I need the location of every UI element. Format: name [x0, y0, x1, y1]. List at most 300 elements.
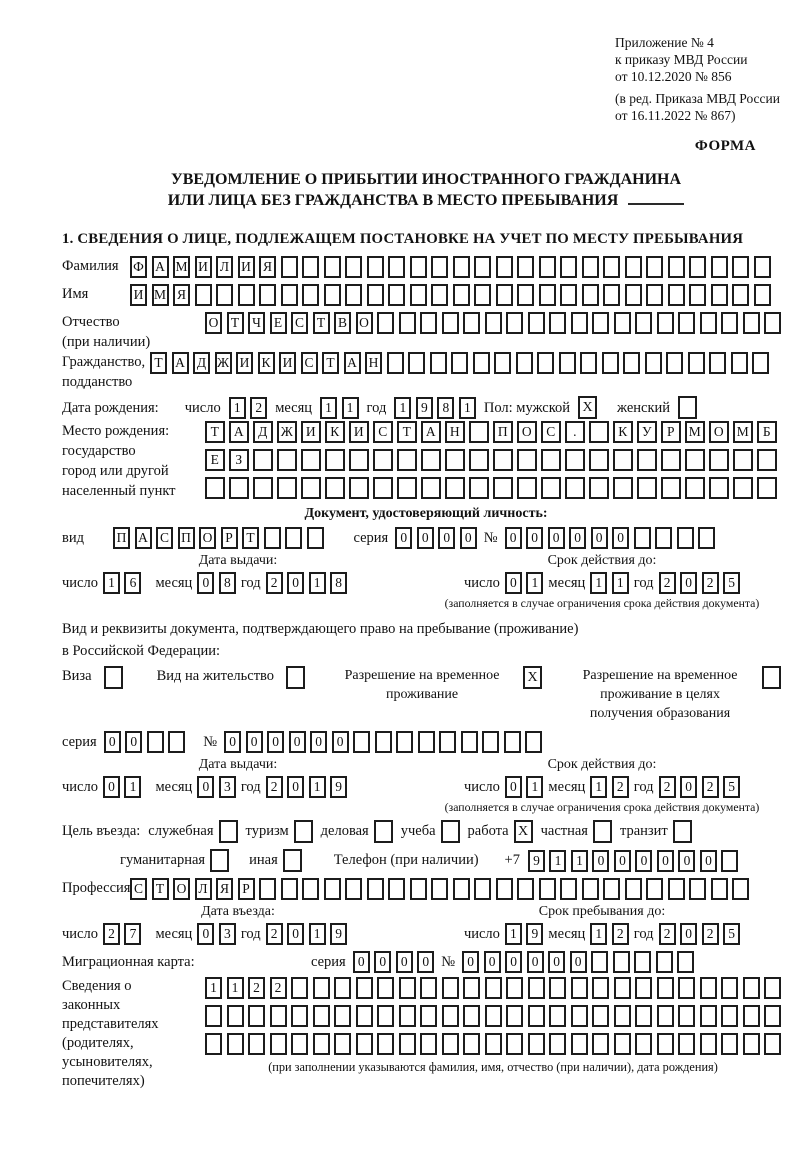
char-cell — [614, 1005, 631, 1027]
char-cell: М — [152, 284, 169, 306]
sex-male-checkbox — [578, 396, 597, 419]
char-cell: Д — [253, 421, 273, 443]
char-cell: С — [541, 421, 561, 443]
char-cell — [634, 527, 651, 549]
char-cell — [485, 977, 502, 999]
char-cell — [313, 1005, 330, 1027]
char-cell — [559, 352, 576, 374]
migration-number-cells — [462, 951, 694, 973]
char-cell — [589, 421, 609, 443]
char-cell — [732, 256, 749, 278]
char-cell: С — [373, 421, 393, 443]
purpose-official-checkbox — [219, 820, 238, 843]
profession-label: Профессия — [62, 880, 131, 896]
char-cell — [388, 256, 405, 278]
char-cell — [420, 1033, 437, 1055]
char-cell — [700, 977, 717, 999]
char-cell — [216, 284, 233, 306]
char-cell: X — [578, 396, 597, 419]
birth-place-cells-3 — [205, 477, 777, 499]
char-cell — [494, 352, 511, 374]
char-cell — [625, 256, 642, 278]
char-cell: 0 — [287, 776, 304, 798]
char-cell — [721, 1005, 738, 1027]
char-cell: 0 — [505, 527, 522, 549]
char-cell — [377, 312, 394, 334]
char-cell — [657, 1005, 674, 1027]
char-cell: 8 — [330, 572, 347, 594]
char-cell — [517, 477, 537, 499]
char-cell — [646, 284, 663, 306]
char-cell — [721, 977, 738, 999]
char-cell — [516, 352, 533, 374]
char-cell: 0 — [680, 572, 697, 594]
char-cell: Т — [205, 421, 225, 443]
char-cell: 1 — [227, 977, 244, 999]
char-cell: 0 — [395, 527, 412, 549]
char-cell — [277, 477, 297, 499]
char-cell — [602, 352, 619, 374]
char-cell: И — [279, 352, 296, 374]
char-cell — [743, 977, 760, 999]
char-cell — [668, 284, 685, 306]
char-cell: 9 — [330, 776, 347, 798]
char-cell — [291, 1005, 308, 1027]
char-cell: К — [258, 352, 275, 374]
char-cell — [689, 284, 706, 306]
stay-month-cells — [590, 923, 629, 945]
char-cell: 0 — [438, 527, 455, 549]
char-cell — [313, 977, 330, 999]
residence-valid-year-cells — [659, 776, 741, 798]
char-cell: 0 — [591, 527, 608, 549]
purpose-business-label: деловая — [320, 823, 369, 839]
char-cell — [754, 256, 771, 278]
char-cell — [334, 977, 351, 999]
char-cell — [325, 449, 345, 471]
temp-residence-label: Разрешение на временное проживание — [344, 668, 500, 702]
sex-female-checkbox — [678, 396, 697, 419]
char-cell — [637, 477, 657, 499]
appendix-line: от 16.11.2022 № 867) — [615, 108, 736, 123]
residence-valid-heading: Срок действия до: — [547, 757, 657, 772]
char-cell: И — [236, 352, 253, 374]
char-cell: 9 — [416, 397, 433, 419]
char-cell: М — [685, 421, 705, 443]
char-cell — [678, 977, 695, 999]
representatives-label-5: усыновителях, — [62, 1054, 153, 1070]
char-cell — [537, 352, 554, 374]
representatives-label-1: Сведения о — [62, 978, 132, 994]
char-cell — [711, 284, 728, 306]
year-label: год — [240, 925, 261, 942]
residence-permit-label: Вид на жительство — [156, 668, 275, 684]
char-cell — [732, 284, 749, 306]
char-cell — [227, 1005, 244, 1027]
char-cell: 1 — [612, 572, 629, 594]
char-cell: И — [130, 284, 147, 306]
temp-residence-edu-label: Разрешение на временное проживание в целях получения образования — [582, 668, 738, 721]
char-cell — [603, 284, 620, 306]
purpose-work-checkbox — [514, 820, 533, 843]
char-cell: 1 — [309, 776, 326, 798]
char-cell: Е — [270, 312, 287, 334]
char-cell — [528, 977, 545, 999]
char-cell — [496, 878, 513, 900]
char-cell — [571, 977, 588, 999]
doc-kind-cells — [113, 527, 324, 549]
char-cell — [560, 284, 577, 306]
char-cell — [397, 449, 417, 471]
char-cell: Е — [205, 449, 225, 471]
char-cell — [709, 449, 729, 471]
char-cell — [474, 256, 491, 278]
char-cell — [689, 878, 706, 900]
char-cell: 0 — [614, 850, 631, 872]
char-cell — [589, 449, 609, 471]
char-cell — [238, 284, 255, 306]
char-cell: О — [199, 527, 216, 549]
doc-issue-day-cells — [103, 572, 142, 594]
char-cell — [442, 312, 459, 334]
char-cell — [388, 284, 405, 306]
char-cell — [399, 312, 416, 334]
char-cell — [286, 666, 305, 689]
char-cell — [732, 878, 749, 900]
month-label: месяц — [548, 925, 586, 942]
char-cell: 0 — [417, 951, 434, 973]
char-cell: 0 — [460, 527, 477, 549]
char-cell — [453, 256, 470, 278]
char-cell: 2 — [659, 776, 676, 798]
birth-month-cells — [320, 397, 359, 419]
char-cell: 5 — [723, 572, 740, 594]
char-cell — [270, 1005, 287, 1027]
char-cell — [399, 1005, 416, 1027]
char-cell — [733, 477, 753, 499]
char-cell — [592, 312, 609, 334]
char-cell — [399, 977, 416, 999]
residence-number-cells — [224, 731, 542, 753]
char-cell — [678, 312, 695, 334]
char-cell — [721, 1033, 738, 1055]
identity-doc-heading: Документ, удостоверяющий личность: — [304, 506, 548, 521]
patronymic-sublabel: (при наличии) — [62, 334, 151, 350]
char-cell — [420, 1005, 437, 1027]
char-cell — [324, 256, 341, 278]
char-cell — [668, 878, 685, 900]
char-cell: А — [229, 421, 249, 443]
char-cell — [504, 731, 521, 753]
char-cell — [528, 312, 545, 334]
char-cell — [367, 256, 384, 278]
char-cell — [677, 951, 694, 973]
char-cell — [743, 1033, 760, 1055]
char-cell — [589, 477, 609, 499]
form-title-line1: УВЕДОМЛЕНИЕ О ПРИБЫТИИ ИНОСТРАННОГО ГРАЖДАНИНА — [170, 171, 682, 188]
char-cell — [301, 449, 321, 471]
doc-valid-day-cells — [505, 572, 544, 594]
series-label: серия — [62, 734, 97, 750]
char-cell: 0 — [267, 731, 284, 753]
char-cell — [210, 849, 229, 872]
name-cells — [130, 284, 771, 306]
citizenship-cells — [150, 352, 769, 374]
char-cell — [270, 1033, 287, 1055]
char-cell: Я — [173, 284, 190, 306]
char-cell: 0 — [635, 850, 652, 872]
char-cell: Л — [195, 878, 212, 900]
char-cell — [445, 449, 465, 471]
char-cell — [229, 477, 249, 499]
char-cell — [655, 527, 672, 549]
char-cell: С — [130, 878, 147, 900]
char-cell — [349, 477, 369, 499]
char-cell: 1 — [571, 850, 588, 872]
char-cell: А — [152, 256, 169, 278]
birth-place-cells-2 — [205, 449, 777, 471]
char-cell — [506, 1005, 523, 1027]
char-cell: В — [334, 312, 351, 334]
char-cell — [614, 1033, 631, 1055]
char-cell — [469, 421, 489, 443]
entry-date-heading: Дата въезда: — [201, 904, 275, 919]
char-cell — [517, 449, 537, 471]
char-cell — [302, 878, 319, 900]
char-cell — [377, 1033, 394, 1055]
char-cell — [635, 312, 652, 334]
title-underline — [628, 192, 684, 205]
char-cell — [528, 1005, 545, 1027]
char-cell: Т — [397, 421, 417, 443]
char-cell: Ж — [215, 352, 232, 374]
char-cell — [356, 1033, 373, 1055]
char-cell: 1 — [526, 776, 543, 798]
representatives-label-4: (родителях, — [62, 1035, 134, 1051]
char-cell — [493, 477, 513, 499]
char-cell — [168, 731, 185, 753]
phone-prefix: +7 — [504, 852, 520, 868]
char-cell: 0 — [197, 776, 214, 798]
char-cell — [656, 951, 673, 973]
year-label: год — [633, 925, 654, 942]
char-cell — [549, 1033, 566, 1055]
char-cell — [377, 1005, 394, 1027]
char-cell: 6 — [124, 572, 141, 594]
char-cell — [698, 527, 715, 549]
char-cell — [219, 820, 238, 843]
char-cell: П — [493, 421, 513, 443]
char-cell: 1 — [590, 572, 607, 594]
char-cell: X — [514, 820, 533, 843]
char-cell: Р — [661, 421, 681, 443]
birth-day-cells — [229, 397, 268, 419]
char-cell: 1 — [526, 572, 543, 594]
char-cell: 0 — [612, 527, 629, 549]
char-cell: 0 — [505, 572, 522, 594]
char-cell — [301, 477, 321, 499]
char-cell: 1 — [320, 397, 337, 419]
char-cell — [549, 1005, 566, 1027]
char-cell: 2 — [612, 923, 629, 945]
doc-valid-month-cells — [590, 572, 629, 594]
char-cell — [485, 1033, 502, 1055]
purpose-private-checkbox — [593, 820, 612, 843]
char-cell — [603, 256, 620, 278]
char-cell — [571, 1033, 588, 1055]
migration-card-label: Миграционная карта: — [62, 954, 195, 970]
entry-day-cells — [103, 923, 142, 945]
char-cell — [469, 449, 489, 471]
char-cell — [666, 352, 683, 374]
char-cell — [474, 284, 491, 306]
month-label: месяц — [155, 778, 193, 795]
char-cell — [541, 449, 561, 471]
char-cell: Я — [259, 256, 276, 278]
char-cell: . — [565, 421, 585, 443]
representatives-cells-1 — [205, 977, 781, 999]
char-cell: 1 — [229, 397, 246, 419]
number-label: № — [441, 954, 456, 970]
char-cell — [661, 477, 681, 499]
char-cell: А — [421, 421, 441, 443]
char-cell: 0 — [332, 731, 349, 753]
char-cell: Я — [216, 878, 233, 900]
char-cell — [637, 449, 657, 471]
representatives-label-2: законных — [62, 997, 121, 1013]
char-cell: С — [156, 527, 173, 549]
char-cell: 2 — [659, 572, 676, 594]
char-cell — [635, 1005, 652, 1027]
birth-place-sub2: город или другой — [62, 463, 169, 479]
day-label: число — [62, 778, 98, 795]
purpose-transit-checkbox — [673, 820, 692, 843]
char-cell — [493, 449, 513, 471]
char-cell — [410, 256, 427, 278]
char-cell — [661, 449, 681, 471]
char-cell — [442, 977, 459, 999]
char-cell — [281, 284, 298, 306]
appendix-line: Приложение № 4 — [615, 35, 714, 50]
char-cell: 2 — [103, 923, 120, 945]
representatives-cells-3 — [205, 1033, 781, 1055]
char-cell — [764, 1005, 781, 1027]
char-cell — [565, 477, 585, 499]
char-cell: Л — [216, 256, 233, 278]
profession-cells — [130, 878, 749, 900]
char-cell — [399, 1033, 416, 1055]
purpose-other-checkbox — [283, 849, 302, 872]
char-cell — [302, 284, 319, 306]
char-cell — [253, 449, 273, 471]
char-cell — [673, 820, 692, 843]
char-cell — [625, 284, 642, 306]
char-cell: З — [229, 449, 249, 471]
char-cell — [709, 352, 726, 374]
char-cell — [367, 284, 384, 306]
char-cell: 0 — [103, 776, 120, 798]
char-cell — [711, 878, 728, 900]
char-cell — [613, 951, 630, 973]
char-cell — [373, 477, 393, 499]
char-cell — [613, 477, 633, 499]
char-cell — [623, 352, 640, 374]
char-cell — [539, 284, 556, 306]
char-cell: А — [135, 527, 152, 549]
char-cell — [463, 1005, 480, 1027]
char-cell — [582, 256, 599, 278]
char-cell: 0 — [353, 951, 370, 973]
visa-checkbox — [104, 666, 123, 689]
char-cell — [420, 312, 437, 334]
char-cell — [721, 312, 738, 334]
char-cell — [195, 284, 212, 306]
temp-residence-checkbox — [523, 666, 542, 689]
char-cell — [752, 352, 769, 374]
char-cell — [549, 977, 566, 999]
char-cell — [227, 1033, 244, 1055]
char-cell — [528, 1033, 545, 1055]
char-cell — [353, 731, 370, 753]
char-cell: Д — [193, 352, 210, 374]
char-cell: Т — [322, 352, 339, 374]
char-cell — [373, 449, 393, 471]
char-cell — [345, 256, 362, 278]
char-cell — [205, 477, 225, 499]
char-cell — [248, 1033, 265, 1055]
char-cell: 0 — [680, 776, 697, 798]
char-cell — [677, 527, 694, 549]
char-cell: О — [517, 421, 537, 443]
char-cell: 0 — [548, 951, 565, 973]
char-cell — [757, 477, 777, 499]
char-cell — [410, 878, 427, 900]
char-cell: 3 — [219, 776, 236, 798]
char-cell — [635, 977, 652, 999]
char-cell — [764, 1033, 781, 1055]
appendix-line: к приказу МВД России — [615, 52, 748, 67]
char-cell — [711, 256, 728, 278]
char-cell — [421, 449, 441, 471]
char-cell: 0 — [197, 572, 214, 594]
birth-place-cells-1 — [205, 421, 777, 443]
char-cell — [506, 977, 523, 999]
purpose-private-label: частная — [540, 823, 588, 839]
char-cell — [539, 256, 556, 278]
char-cell: О — [356, 312, 373, 334]
char-cell — [410, 284, 427, 306]
char-cell — [387, 352, 404, 374]
char-cell — [571, 312, 588, 334]
temp-residence-edu-checkbox — [762, 666, 781, 689]
char-cell: 2 — [702, 572, 719, 594]
residence-intro-2: в Российской Федерации: — [62, 643, 221, 659]
char-cell — [743, 312, 760, 334]
char-cell — [442, 1033, 459, 1055]
year-label: год — [633, 778, 654, 795]
purpose-business-checkbox — [374, 820, 393, 843]
char-cell: 1 — [342, 397, 359, 419]
char-cell: 0 — [396, 951, 413, 973]
char-cell — [678, 1033, 695, 1055]
char-cell — [685, 449, 705, 471]
char-cell — [592, 1033, 609, 1055]
char-cell: 1 — [590, 776, 607, 798]
year-label: год — [240, 574, 261, 591]
year-label: год — [366, 399, 387, 416]
char-cell: 0 — [104, 731, 121, 753]
char-cell: 0 — [527, 951, 544, 973]
